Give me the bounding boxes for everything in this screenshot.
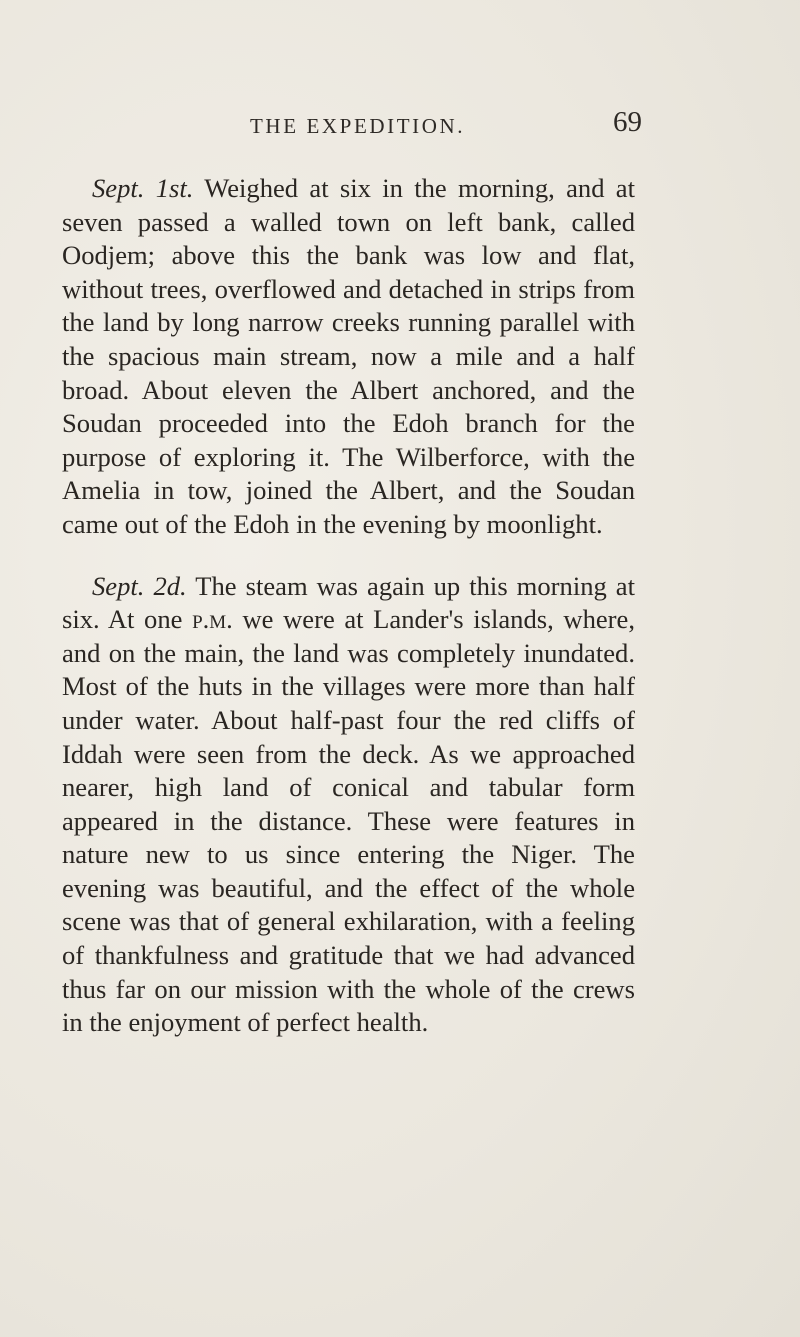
paragraph-text: Weighed at six in the morning, and at seven passed a walled town on left bank, called Oodjem; above this the bank was low and flat, without trees, overflowed and detached in strips from the land by long narrow creeks running parallel with the spacious main stream, now a mile and a half broad. About eleven the Albert anchored, and the Soudan proceeded into the Edoh branch for the purpose of exploring it. The Wilberforce, with the Amelia in tow, joined the Albert, and the Soudan came out of the Edoh in the evening by moonlight. bbox=[62, 173, 635, 539]
page-number: 69 bbox=[613, 106, 642, 138]
date-label: Sept. 1st. bbox=[92, 173, 194, 203]
running-title: THE EXPEDITION. bbox=[250, 114, 466, 138]
time-marker: p.m. bbox=[192, 604, 233, 635]
paragraph-text: The steam was again up this morning at six. At one bbox=[62, 570, 636, 635]
date-label: Sept. 2d. bbox=[92, 570, 187, 601]
paragraph-text-continued: we were at Lander's islands, where, and on the main, the land was completely inundated. Most of the huts in the villages were more than half under water. About half-past four the red cliffs of Iddah were seen from the deck. As we approached nearer, high land of conical and tabular form appeared in the distance. These were features in nature new to us since entering the Niger. The evening was beautiful, and the effect of the whole scene was that of general exhilaration, with a feeling of thankfulness and gratitude that we had advanced thus far on our mission with the whole of the crews in the enjoyment of perfect health. bbox=[62, 604, 635, 1038]
paragraph-sept-2 bbox=[62, 570, 635, 1040]
body-text bbox=[62, 172, 635, 1040]
running-head bbox=[0, 106, 800, 146]
paragraph-sept-1 bbox=[62, 172, 635, 542]
